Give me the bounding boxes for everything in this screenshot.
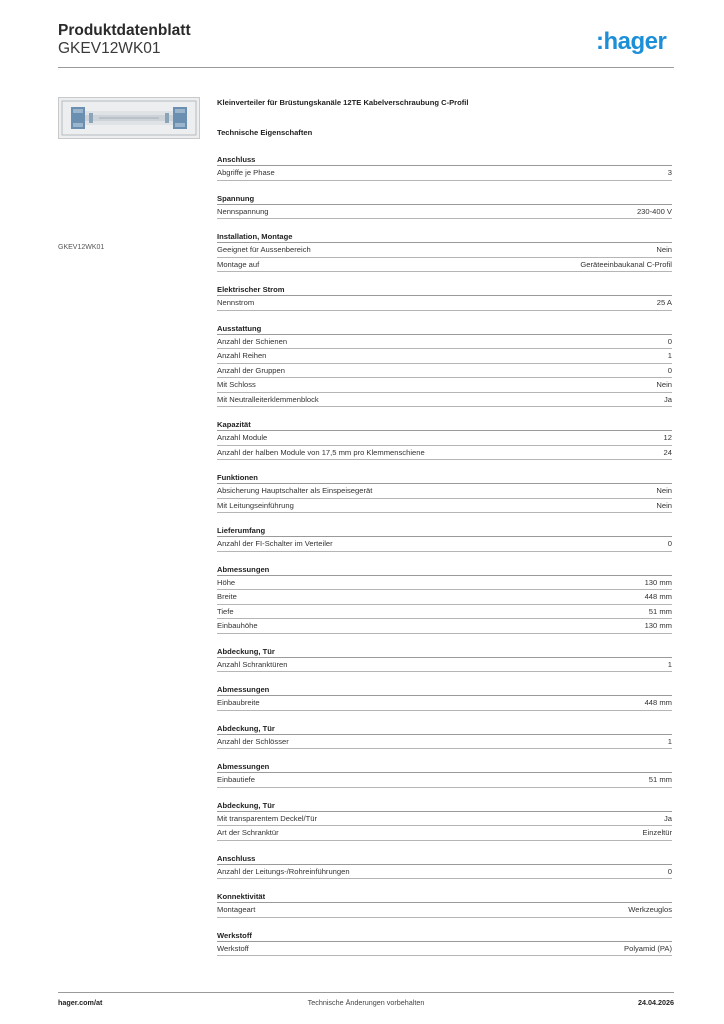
spec-row	[217, 826, 672, 841]
spec-row	[217, 349, 672, 364]
spec-group	[217, 853, 672, 880]
spec-label: Geeignet für Aussenbereich	[217, 245, 311, 254]
spec-label: Mit Neutralleiterklemmenblock	[217, 394, 319, 404]
spec-row	[217, 773, 672, 788]
spec-row	[217, 865, 672, 880]
spec-group-title: Abdeckung, Tür	[217, 646, 672, 658]
document-header	[58, 22, 191, 58]
spec-row	[217, 537, 672, 552]
hager-logo	[596, 29, 676, 55]
spec-value: Einzeltür	[642, 828, 672, 837]
spec-row	[217, 378, 672, 393]
spec-label: Anzahl der Gruppen	[217, 365, 285, 375]
spec-group-title: Elektrischer Strom	[217, 284, 672, 296]
spec-value: Ja	[663, 394, 672, 404]
spec-group-title: Ausstattung	[217, 323, 672, 335]
spec-group-title: Installation, Montage	[217, 231, 672, 243]
spec-row	[217, 393, 672, 408]
header-divider	[58, 67, 674, 68]
spec-group	[217, 323, 672, 408]
product-description: Kleinverteiler für Brüstungskanäle 12TE Kabelverschraubung C-Profil	[217, 98, 469, 107]
spec-group	[217, 684, 672, 711]
spec-value: 25 A	[656, 298, 672, 307]
spec-value: 51 mm	[648, 775, 672, 784]
spec-group-title: Spannung	[217, 193, 672, 205]
spec-label: Breite	[217, 592, 237, 601]
spec-label: Nennstrom	[217, 298, 255, 307]
spec-group-title: Lieferumfang	[217, 525, 672, 537]
spec-value: 448 mm	[644, 698, 672, 707]
page-footer	[58, 998, 674, 1008]
spec-group-title: Abmessungen	[217, 761, 672, 773]
spec-row	[217, 431, 672, 446]
spec-row	[217, 258, 672, 273]
spec-label: Höhe	[217, 577, 236, 587]
spec-value: 448 mm	[644, 592, 672, 601]
spec-group-title: Werkstoff	[217, 930, 672, 942]
spec-row	[217, 696, 672, 711]
spec-group-title: Anschluss	[217, 853, 672, 865]
spec-group	[217, 761, 672, 788]
spec-label: Mit Schloss	[217, 380, 256, 389]
spec-value: Ja	[663, 813, 672, 823]
spec-row	[217, 484, 672, 499]
spec-row	[217, 658, 672, 673]
spec-label: Abgriffe je Phase	[217, 168, 275, 177]
spec-groups	[217, 154, 672, 956]
spec-group-title: Abdeckung, Tür	[217, 800, 672, 812]
footer-divider	[58, 992, 674, 993]
spec-label: Anzahl der halben Module von 17,5 mm pro Klemmenschiene	[217, 447, 425, 457]
spec-value: 12	[663, 433, 672, 442]
spec-group	[217, 154, 672, 181]
website-link[interactable]: hager.com/at	[58, 998, 103, 1007]
spec-row	[217, 942, 672, 957]
spec-group-title: Kapazität	[217, 419, 672, 431]
spec-value: 1	[667, 736, 672, 746]
spec-group	[217, 419, 672, 460]
spec-value: 51 mm	[648, 606, 672, 616]
spec-group	[217, 525, 672, 552]
spec-group	[217, 193, 672, 220]
spec-value: Polyamid (PA)	[624, 943, 672, 953]
spec-row	[217, 735, 672, 750]
spec-group	[217, 891, 672, 918]
spec-value: Nein	[656, 380, 672, 389]
spec-group-title: Funktionen	[217, 472, 672, 484]
spec-row	[217, 499, 672, 514]
spec-label: Montageart	[217, 905, 256, 914]
spec-label: Einbautiefe	[217, 775, 255, 784]
spec-label: Werkstoff	[217, 943, 249, 953]
spec-value: 230-400 V	[636, 206, 672, 216]
spec-value: Werkzeuglos	[628, 905, 672, 914]
spec-label: Art der Schranktür	[217, 828, 279, 837]
spec-value: Nein	[656, 486, 672, 495]
spec-label: Nennspannung	[217, 206, 269, 216]
spec-row	[217, 166, 672, 181]
spec-label: Anzahl der Leitungs-/Rohreinführungen	[217, 866, 350, 876]
spec-row	[217, 446, 672, 461]
spec-value: 24	[663, 447, 672, 457]
spec-group	[217, 646, 672, 673]
spec-group-title: Anschluss	[217, 154, 672, 166]
spec-row	[217, 335, 672, 350]
spec-value: 3	[667, 168, 672, 177]
spec-group	[217, 800, 672, 841]
spec-group-title: Abmessungen	[217, 684, 672, 696]
spec-row	[217, 576, 672, 591]
disclaimer-text: Technische Änderungen vorbehalten	[307, 998, 425, 1007]
spec-row	[217, 243, 672, 258]
spec-group-title: Abmessungen	[217, 564, 672, 576]
spec-group	[217, 564, 672, 634]
spec-label: Tiefe	[217, 606, 234, 616]
svg-text::hager: :hager	[596, 29, 667, 55]
spec-group	[217, 284, 672, 311]
spec-label: Anzahl der Schienen	[217, 336, 288, 346]
spec-group	[217, 472, 672, 513]
spec-heading: Technische Eigenschaften	[217, 128, 313, 137]
spec-group	[217, 231, 672, 272]
spec-label: Montage auf	[217, 259, 260, 269]
specification-section	[217, 97, 672, 968]
spec-value: 1	[667, 659, 672, 669]
spec-group	[217, 930, 672, 957]
spec-value: 0	[667, 365, 672, 375]
spec-label: Anzahl der Schlösser	[217, 736, 289, 746]
spec-row	[217, 296, 672, 311]
spec-value: 0	[667, 866, 672, 876]
spec-row	[217, 590, 672, 605]
spec-value: 1	[667, 351, 672, 360]
image-caption: GKEV12WK01	[58, 244, 105, 251]
spec-value: 0	[667, 539, 672, 548]
spec-row	[217, 605, 672, 620]
spec-row	[217, 205, 672, 220]
spec-row	[217, 364, 672, 379]
spec-row	[217, 619, 672, 634]
spec-label: Absicherung Hauptschalter als Einspeisegerät	[217, 486, 373, 495]
spec-group-title: Konnektivität	[217, 891, 672, 903]
spec-label: Mit transparentem Deckel/Tür	[217, 813, 318, 823]
spec-group-title: Abdeckung, Tür	[217, 723, 672, 735]
spec-label: Anzahl Module	[217, 433, 268, 442]
spec-group	[217, 723, 672, 750]
page-title: Produktdatenblatt	[58, 22, 191, 39]
product-code: GKEV12WK01	[58, 40, 161, 57]
product-image	[58, 97, 200, 139]
spec-row	[217, 903, 672, 918]
spec-value: 130 mm	[644, 577, 672, 587]
spec-label: Mit Leitungseinführung	[217, 500, 294, 510]
spec-label: Anzahl Schranktüren	[217, 659, 288, 669]
document-date: 24.04.2026	[638, 998, 674, 1007]
spec-label: Anzahl Reihen	[217, 351, 267, 360]
spec-value: Geräteeinbaukanal C-Profil	[580, 259, 672, 269]
spec-label: Einbaubreite	[217, 698, 260, 707]
spec-label: Einbauhöhe	[217, 621, 258, 630]
spec-value: Nein	[656, 500, 672, 510]
spec-value: Nein	[656, 245, 672, 254]
spec-value: 130 mm	[644, 621, 672, 630]
spec-value: 0	[667, 336, 672, 346]
spec-row	[217, 812, 672, 827]
spec-label: Anzahl der FI-Schalter im Verteiler	[217, 539, 333, 548]
